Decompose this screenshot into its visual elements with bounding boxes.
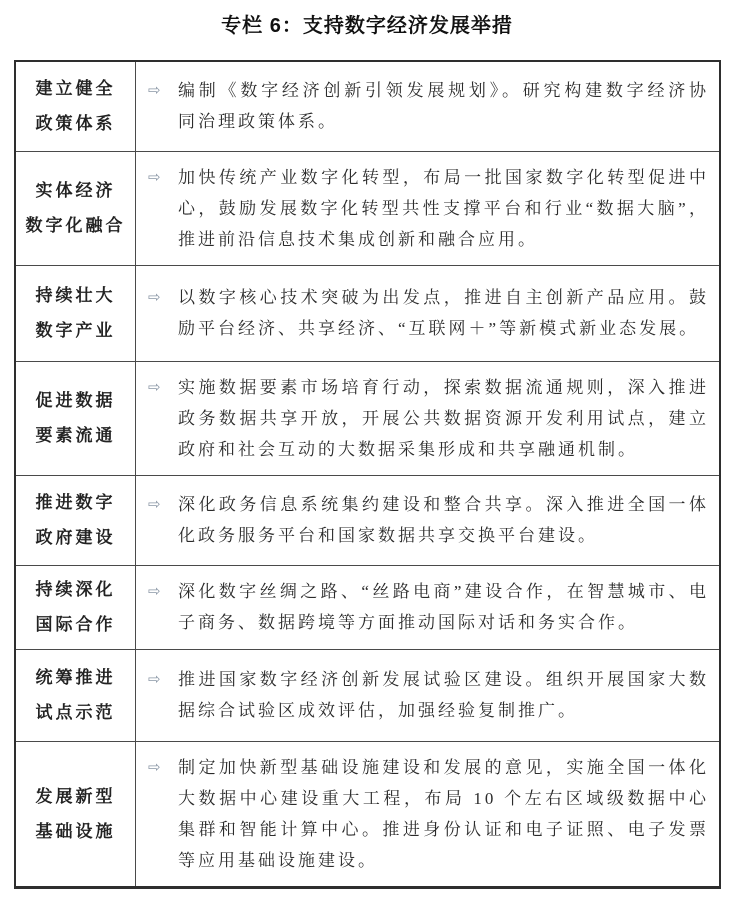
row-content-cell	[136, 361, 721, 475]
row-label-line2: 政府建设	[35, 528, 116, 547]
row-label-line1: 推进数字	[35, 493, 116, 512]
table-row	[15, 151, 720, 265]
row-content-cell	[136, 265, 721, 361]
row-content-cell	[136, 565, 721, 649]
row-label-line2: 要素流通	[35, 426, 116, 445]
row-content-cell	[136, 151, 721, 265]
row-content-text: 编制《数字经济创新引领发展规划》。研究构建数字经济协同治理政策体系。	[178, 81, 709, 132]
table-row	[15, 61, 720, 151]
row-label-line1: 建立健全	[35, 79, 116, 99]
row-label-cell	[15, 151, 136, 265]
row-content-text: 制定加快新型基础设施建设和发展的意见，实施全国一体化大数据中心建设重大工程，布局 10 个左右区域级数据中心集群和智能计算中心。推进身份认证和电子证照、电子发票等应用基础设施建设。	[178, 757, 709, 870]
row-label-line2: 数字产业	[35, 321, 116, 340]
arrow-right-icon: ⇨	[148, 288, 161, 306]
table-row	[15, 565, 720, 649]
table-row	[15, 265, 720, 361]
row-label-line1: 持续壮大	[35, 286, 116, 305]
table-body	[15, 61, 720, 887]
row-content-text: 推进国家数字经济创新发展试验区建设。组织开展国家大数据综合试验区成效评估，加强经验复制推广。	[178, 670, 709, 720]
row-content-text: 深化政务信息系统集约建设和整合共享。深入推进全国一体化政务服务平台和国家数据共享交换平台建设。	[178, 495, 709, 545]
row-content-cell	[136, 741, 721, 887]
arrow-right-icon: ⇨	[148, 582, 161, 600]
arrow-right-icon: ⇨	[148, 670, 161, 688]
arrow-right-icon: ⇨	[148, 377, 161, 396]
arrow-right-icon: ⇨	[148, 167, 161, 186]
row-content-text: 深化数字丝绸之路、“丝路电商”建设合作，在智慧城市、电子商务、数据跨境等方面推动国际对话和务实合作。	[178, 582, 709, 632]
row-label-cell	[15, 565, 136, 649]
row-content-text: 以数字核心技术突破为出发点，推进自主创新产品应用。鼓励平台经济、共享经济、“互联网＋”等新模式新业态发展。	[178, 288, 709, 338]
row-label-line1: 促进数据	[35, 391, 116, 410]
row-content-cell	[136, 475, 721, 565]
row-label-cell	[15, 265, 136, 361]
table-row	[15, 475, 720, 565]
row-label-line1: 统筹推进	[35, 668, 116, 687]
page-title: 专栏 6：支持数字经济发展举措	[221, 15, 513, 37]
table-row	[15, 741, 720, 887]
row-content-cell	[136, 649, 721, 741]
row-content-text: 加快传统产业数字化转型，布局一批国家数字化转型促进中心，鼓励发展数字化转型共性支撑平台和行业“数据大脑”，推进前沿信息技术集成创新和融合应用。	[178, 167, 709, 249]
row-label-cell	[15, 741, 136, 887]
row-label-cell	[15, 475, 136, 565]
row-label-line2: 试点示范	[35, 703, 116, 722]
row-label-cell	[15, 649, 136, 741]
measures-table	[14, 60, 721, 889]
row-label-cell	[15, 61, 136, 151]
row-label-line1: 发展新型	[35, 786, 116, 806]
arrow-right-icon: ⇨	[148, 495, 161, 513]
arrow-right-icon: ⇨	[148, 81, 161, 100]
table-row	[15, 361, 720, 475]
arrow-right-icon: ⇨	[148, 757, 161, 776]
row-label-cell	[15, 361, 136, 475]
row-label-line1: 持续深化	[35, 580, 116, 599]
row-content-cell	[136, 61, 721, 151]
table-row	[15, 649, 720, 741]
row-label-line2: 政策体系	[35, 114, 116, 134]
row-label-line1: 实体经济	[35, 181, 116, 200]
row-label-line2: 数字化融合	[25, 216, 126, 235]
row-label-line2: 基础设施	[35, 821, 116, 841]
row-content-text: 实施数据要素市场培育行动，探索数据流通规则，深入推进政务数据共享开放，开展公共数据资源开发利用试点，建立政府和社会互动的大数据采集形成和共享融通机制。	[178, 377, 709, 459]
row-label-line2: 国际合作	[35, 615, 116, 634]
